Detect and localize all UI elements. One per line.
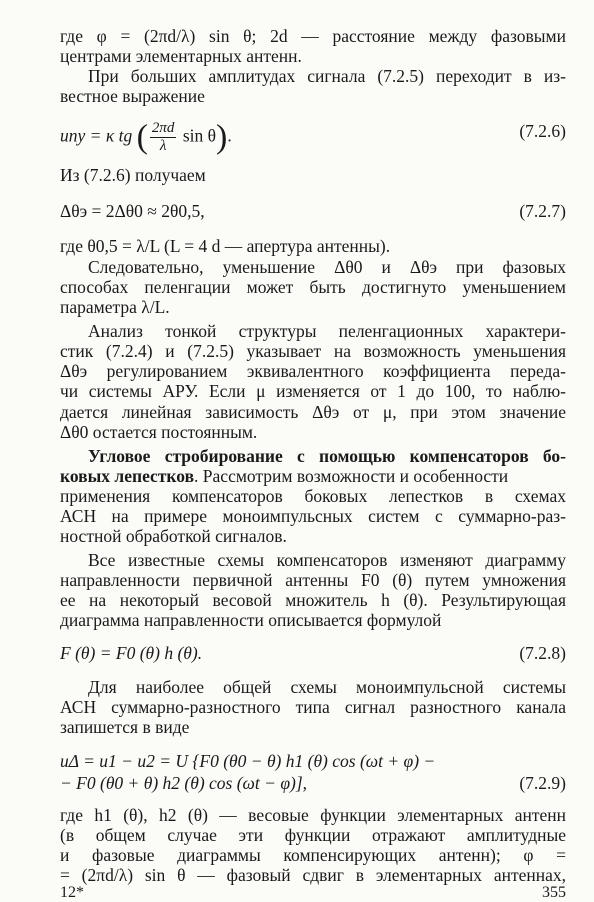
- equation-number: (7.2.9): [519, 773, 566, 793]
- equation-number: (7.2.7): [519, 201, 566, 221]
- text-line: где h1 (θ), h2 (θ) — весовые функции элементарных антенн: [60, 805, 566, 825]
- text-line: АСН суммарно-разностного типа сигнал разностного канала: [60, 697, 566, 717]
- equation-number: (7.2.6): [519, 121, 566, 141]
- equation-7-2-9-line2: [60, 772, 566, 794]
- text-line: Для наиболее общей схемы моноимпульсной системы: [88, 677, 566, 697]
- equation-body: uΔ = u1 − u2 = U {F0 (θ0 − θ) h1 (θ) cos (ωt + φ) −: [60, 751, 436, 771]
- text-line: где φ = (2πd/λ) sin θ; 2d — расстояние между фазовыми: [60, 26, 566, 46]
- equation-lhs: uпу = κ tg: [60, 125, 133, 146]
- text-line: запишется в виде: [60, 717, 190, 737]
- text-line: где θ0,5 = λ/L (L = 4 d — апертура антенны).: [60, 236, 391, 256]
- text-line: Δθэ регулированием эквивалентного коэффициента переда-: [60, 361, 566, 381]
- text-line: Δθ0 остается постоянным.: [60, 422, 258, 442]
- text-line: ковых лепестков. Рассмотрим возможности и особенности: [60, 466, 509, 486]
- equation-body: − F0 (θ0 + θ) h2 (θ) cos (ωt − φ)],: [60, 773, 308, 793]
- text-line: параметра λ/L.: [60, 297, 170, 317]
- text-line: Все известные схемы компенсаторов изменяют диаграмму: [88, 550, 566, 570]
- text-line: Анализ тонкой структуры пеленгационных характери-: [88, 321, 566, 341]
- equation-rhs: sin θ: [182, 125, 216, 146]
- text-line: ностной обработкой сигналов.: [60, 526, 287, 546]
- text-line: Из (7.2.6) получаем: [60, 165, 206, 185]
- page-number: 355: [542, 884, 566, 901]
- equation-7-2-8: [60, 642, 566, 664]
- text-line: (в общем случае эти функции отражают амплитудные: [60, 825, 566, 845]
- text-line: АСН на примере моноимпульсных систем с суммарно-раз-: [60, 506, 566, 526]
- equation-7-2-7: [60, 200, 566, 222]
- text-line: = (2πd/λ) sin θ — фазовый сдвиг в элементарных антеннах,: [60, 865, 566, 885]
- text-line: вестное выражение: [60, 86, 205, 106]
- text-line: стик (7.2.4) и (7.2.5) указывает на возможность уменьшения: [60, 341, 566, 361]
- text-line: дается линейная зависимость Δθэ от μ, при этом значение: [60, 402, 566, 422]
- text-line: направленности первичной антенны F0 (θ) путем умножения: [60, 570, 566, 590]
- text-line: При больших амплитудах сигнала (7.2.5) переходит в из-: [88, 66, 566, 86]
- equation-7-2-9-line1: [60, 750, 566, 772]
- text-line: способах пеленгации может быть достигнуто уменьшением: [60, 277, 566, 297]
- text-line: применения компенсаторов боковых лепестков в схемах: [60, 486, 566, 506]
- text-line: диаграмма направленности описывается формулой: [60, 610, 442, 630]
- text-line: Следовательно, уменьшение Δθ0 и Δθэ при фазовых: [88, 257, 566, 277]
- text-line: чи системы АРУ. Если μ изменяется от 1 до 100, то наблю-: [60, 381, 566, 401]
- text-line: и фазовые диаграммы компенсирующих антенн); φ =: [60, 845, 566, 865]
- equation-number: (7.2.8): [519, 643, 566, 663]
- fraction: $\frac{2\pi d}{\lambda}$: [151, 120, 175, 154]
- text-line: ее на некоторый весовой множитель h (θ). Результирующая: [60, 590, 566, 610]
- equation-7-2-6: uпу = κ tg ( $\frac{2\pi d}{\lambda}$ sin θ). (7.2.6): [60, 118, 566, 156]
- section-heading: Угловое стробирование с помощью компенсаторов бо-: [88, 446, 566, 466]
- text-line: центрами элементарных антенн.: [60, 46, 302, 66]
- printer-signature: 12*: [60, 884, 84, 901]
- equation-body: F (θ) = F0 (θ) h (θ).: [60, 643, 203, 663]
- equation-body: Δθэ = 2Δθ0 ≈ 2θ0,5,: [60, 201, 205, 221]
- section-heading-end: ковых лепестков: [60, 466, 195, 486]
